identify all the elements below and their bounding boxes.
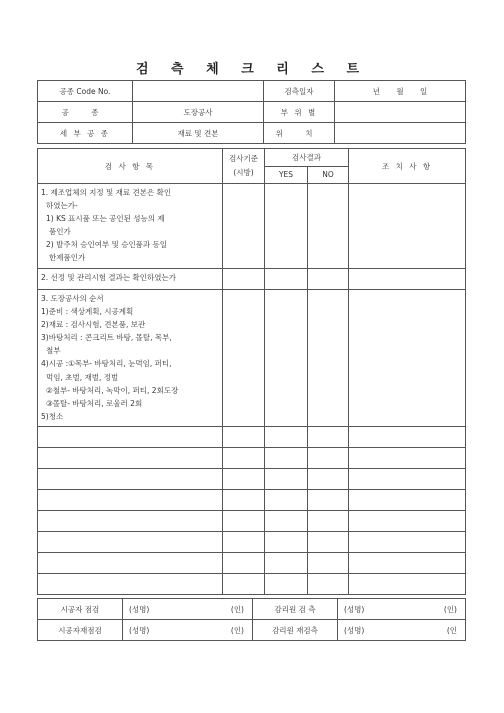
blank-row [38, 427, 466, 448]
blank-cell[interactable] [38, 490, 223, 511]
seal-label: (인) [443, 605, 457, 614]
blank-row [38, 511, 466, 532]
detail-type-label: 세 부 공 종 [38, 123, 133, 144]
blank-row [38, 448, 466, 469]
name-label: (성명) [344, 625, 365, 635]
blank-cell[interactable] [308, 490, 349, 511]
blank-cell[interactable] [38, 448, 223, 469]
name-label: (성명) [129, 625, 150, 635]
blank-cell[interactable] [308, 427, 349, 448]
header-no: NO [308, 166, 349, 184]
signature-table [37, 598, 466, 641]
check-item-3-line: ②철부- 바탕처리, 녹막이, 퍼티, 2회도장 [46, 385, 179, 395]
blank-cell[interactable] [349, 469, 466, 490]
check-item-1-line: 하였는가- [46, 201, 78, 211]
document-title: 검 측 체 크 리 스 트 [135, 62, 369, 77]
header-result: 검사결과 [265, 149, 349, 167]
name-label: (성명) [129, 604, 150, 614]
check-item-3-line: 4)시공 :①목부- 바탕처리, 눈먹임, 퍼티, [41, 359, 172, 369]
header-item: 검 사 항 목 [38, 149, 223, 184]
check-item-1-line: 1. 제조업체의 지정 및 재료 견본은 확인 [41, 188, 172, 197]
blank-cell[interactable] [223, 469, 265, 490]
check-2-action[interactable] [349, 269, 466, 290]
blank-row [38, 490, 466, 511]
blank-cell[interactable] [265, 448, 308, 469]
check-2-yes[interactable] [265, 269, 308, 290]
supervisor-inspection-label: 감리원 검 측 [253, 599, 338, 620]
check-3-standard[interactable] [223, 290, 265, 427]
check-item-3-line: 2)재료 : 검사시험, 견본품, 보관 [41, 320, 146, 330]
part-label: 부 위 별 [264, 102, 335, 123]
signature-row-1 [38, 599, 466, 620]
check-1-yes[interactable] [265, 184, 308, 269]
blank-cell[interactable] [38, 427, 223, 448]
location-label: 위 치 [264, 123, 335, 144]
blank-cell[interactable] [349, 448, 466, 469]
checklist-header-row [38, 149, 466, 167]
blank-cell[interactable] [308, 511, 349, 532]
part-value[interactable] [335, 102, 466, 123]
check-item-3-line: 철부 [46, 346, 61, 356]
blank-cell[interactable] [223, 511, 265, 532]
check-item-3-line: ③몰탈- 바탕처리, 로울러 2회 [46, 398, 143, 408]
blank-cell[interactable] [265, 511, 308, 532]
blank-cell[interactable] [265, 532, 308, 553]
check-item-1-line: 1) KS 표시품 또는 공인된 성능의 제 [46, 214, 165, 224]
check-2-standard[interactable] [223, 269, 265, 290]
check-item-3-line: 5)청소 [41, 411, 64, 421]
blank-cell[interactable] [349, 427, 466, 448]
blank-cell[interactable] [38, 469, 223, 490]
header-standard [223, 149, 265, 184]
blank-cell[interactable] [223, 490, 265, 511]
blank-cell[interactable] [349, 553, 466, 574]
info-table [37, 80, 466, 144]
blank-cell[interactable] [265, 427, 308, 448]
check-item-1-line: 한제품인가 [49, 253, 86, 263]
blank-cell[interactable] [349, 574, 466, 595]
blank-cell[interactable] [265, 574, 308, 595]
info-row-code [38, 81, 466, 102]
blank-cell[interactable] [308, 553, 349, 574]
supervisor-reinspection-signature[interactable] [338, 620, 466, 641]
seal-label: (인) [230, 626, 244, 635]
check-item-3 [38, 290, 223, 427]
blank-cell[interactable] [349, 511, 466, 532]
checklist-row-2 [38, 269, 466, 290]
location-value[interactable] [335, 123, 466, 144]
check-3-yes[interactable] [265, 290, 308, 427]
checklist-row-3 [38, 290, 466, 427]
blank-cell[interactable] [223, 427, 265, 448]
blank-cell[interactable] [223, 532, 265, 553]
blank-cell[interactable] [38, 574, 223, 595]
check-item-1-line: 2) 발주처 승인여부 및 승인품과 동일 [46, 240, 168, 250]
supervisor-inspection-signature[interactable] [338, 599, 466, 620]
blank-cell[interactable] [308, 448, 349, 469]
header-standard-line1: 검사기준 [229, 154, 258, 163]
blank-row [38, 469, 466, 490]
contractor-check-signature[interactable] [123, 599, 253, 620]
blank-cell[interactable] [349, 532, 466, 553]
contractor-recheck-signature[interactable] [123, 620, 253, 641]
blank-cell[interactable] [265, 553, 308, 574]
check-item-2 [38, 269, 223, 290]
check-item-3-line: 1)준비 : 색상계획, 시공계획 [41, 307, 134, 317]
check-item-1-line: 품인가 [49, 227, 71, 237]
info-row-detail [38, 123, 466, 144]
header-yes: YES [265, 166, 308, 184]
contractor-recheck-label: 시공자재점검 [38, 620, 123, 641]
contractor-check-label: 시공자 점검 [38, 599, 123, 620]
header-standard-line2: (시방) [233, 168, 254, 177]
check-item-3-line: 먹임, 초벌, 재벌, 정벌 [46, 372, 119, 382]
check-1-standard[interactable] [223, 184, 265, 269]
blank-cell[interactable] [223, 448, 265, 469]
header-action: 조 치 사 항 [349, 149, 466, 184]
blank-cell[interactable] [308, 469, 349, 490]
check-1-no[interactable] [308, 184, 349, 269]
blank-cell[interactable] [308, 532, 349, 553]
check-item-3-line: 3)바탕처리 : 콘크리트 바탕, 몰탈, 목부, [41, 333, 172, 343]
blank-cell[interactable] [223, 574, 265, 595]
blank-row [38, 574, 466, 595]
inspection-date-value[interactable]: 년 월 일 [335, 81, 466, 102]
check-2-no[interactable] [308, 269, 349, 290]
seal-label: (인) [230, 605, 244, 614]
checklist-row-1 [38, 184, 466, 269]
blank-cell[interactable] [223, 553, 265, 574]
blank-cell[interactable] [38, 553, 223, 574]
check-3-action[interactable] [349, 290, 466, 427]
work-code-label: 공종 Code No. [38, 81, 133, 102]
inspection-date-label: 검측일자 [264, 81, 335, 102]
check-item-2-line: 2. 선정 및 관리시험 결과는 확인하였는가 [41, 273, 176, 282]
work-type-label: 공 종 [38, 102, 133, 123]
name-label: (성명) [344, 604, 365, 614]
blank-cell[interactable] [308, 574, 349, 595]
blank-cell[interactable] [265, 469, 308, 490]
blank-cell[interactable] [349, 490, 466, 511]
detail-type-value[interactable]: 재료 및 견본 [133, 123, 264, 144]
work-type-value[interactable]: 도장공사 [133, 102, 264, 123]
check-1-action[interactable] [349, 184, 466, 269]
blank-row [38, 553, 466, 574]
blank-cell[interactable] [38, 532, 223, 553]
check-item-3-line: 3. 도장공사의 순서 [41, 294, 104, 303]
check-3-no[interactable] [308, 290, 349, 427]
info-row-type [38, 102, 466, 123]
seal-label: (인 [446, 626, 457, 635]
signature-row-2 [38, 620, 466, 641]
work-code-value[interactable] [133, 81, 264, 102]
blank-cell[interactable] [38, 511, 223, 532]
checklist-table [37, 148, 466, 595]
supervisor-reinspection-label: 감리원 재검측 [253, 620, 338, 641]
blank-row [38, 532, 466, 553]
check-item-1 [38, 184, 223, 269]
blank-cell[interactable] [265, 490, 308, 511]
